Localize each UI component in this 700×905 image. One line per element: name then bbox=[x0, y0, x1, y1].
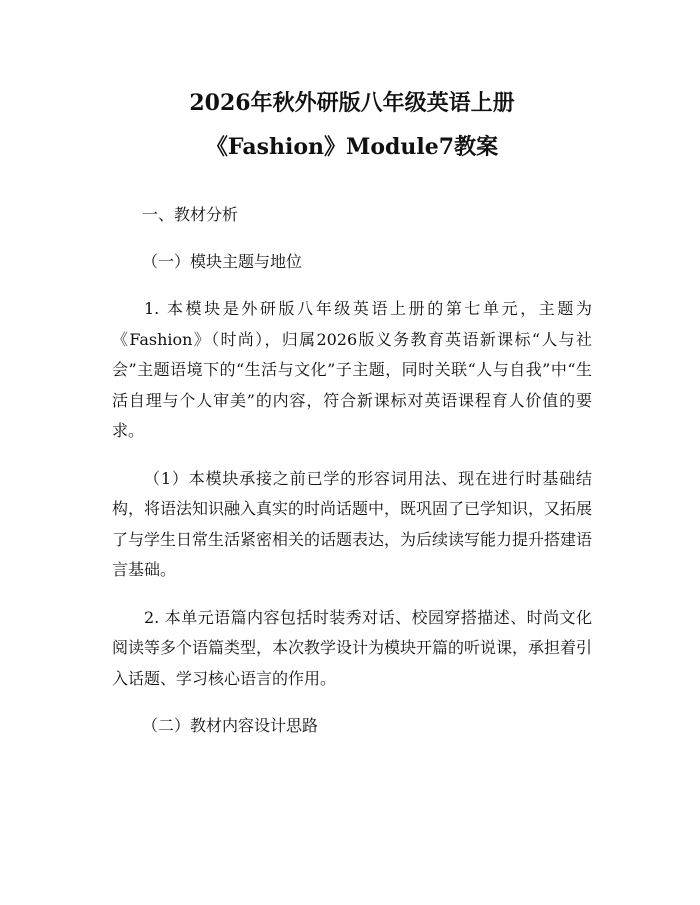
document-title-line-2: 《Fashion》Module7教案 bbox=[205, 134, 499, 160]
paragraph-module-overview: 1. 本模块是外研版八年级英语上册的第七单元，主题为《Fashion》（时尚），归属2026版义务教育英语新课标“人与社会”主题语境下的“生活与文化”子主题，同时关联“人与自我”中“生活自理与个人审美”的内容，符合新课标对英语课程育人价值的要求。 bbox=[112, 299, 592, 440]
subsection-heading-design-approach: （二）教材内容设计思路 bbox=[142, 716, 319, 735]
document-title-line-1: 2026年秋外研版八年级英语上册 bbox=[189, 90, 515, 116]
section-heading-textbook-analysis: 一、教材分析 bbox=[142, 205, 239, 224]
subsection-heading-module-theme: （一）模块主题与地位 bbox=[142, 252, 303, 271]
paragraph-discourse-types: 2. 本单元语篇内容包括时装秀对话、校园穿搭描述、时尚文化阅读等多个语篇类型，本次教学设计为模块开篇的听说课，承担着引入话题、学习核心语言的作用。 bbox=[112, 607, 593, 688]
paragraph-grammar-connection: （1）本模块承接之前已学的形容词用法、现在进行时基础结构，将语法知识融入真实的时尚话题中，既巩固了已学知识，又拓展了与学生日常生活紧密相关的话题表达，为后续读写能力提升搭建语言基础。 bbox=[112, 468, 593, 579]
